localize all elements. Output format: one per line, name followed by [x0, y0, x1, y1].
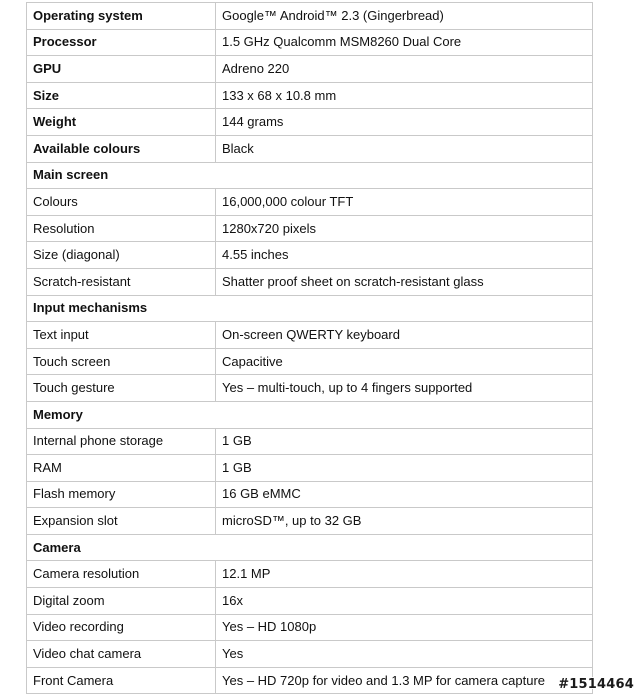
spec-row [27, 561, 593, 588]
spec-row [27, 268, 593, 295]
spec-value: 12.1 MP [216, 561, 593, 588]
spec-label: Touch screen [27, 348, 216, 375]
spec-label: Processor [27, 29, 216, 56]
section-title: Main screen [27, 162, 593, 189]
spec-value: Adreno 220 [216, 56, 593, 83]
spec-row [27, 135, 593, 162]
spec-value: 1.5 GHz Qualcomm MSM8260 Dual Core [216, 29, 593, 56]
spec-label: Internal phone storage [27, 428, 216, 455]
spec-value: 1 GB [216, 455, 593, 482]
section-title: Camera [27, 534, 593, 561]
section-title: Memory [27, 401, 593, 428]
spec-row [27, 455, 593, 482]
spec-row [27, 588, 593, 615]
section-header-row [27, 401, 593, 428]
spec-row [27, 322, 593, 349]
spec-row [27, 109, 593, 136]
spec-row [27, 242, 593, 269]
spec-value: Yes – HD 720p for video and 1.3 MP for camera capture [216, 667, 593, 694]
spec-value: 16 GB eMMC [216, 481, 593, 508]
spec-label: RAM [27, 455, 216, 482]
spec-value: On-screen QWERTY keyboard [216, 322, 593, 349]
spec-label: Size (diagonal) [27, 242, 216, 269]
spec-label: Scratch-resistant [27, 268, 216, 295]
spec-row [27, 56, 593, 83]
spec-row [27, 375, 593, 402]
section-title: Input mechanisms [27, 295, 593, 322]
spec-label: Flash memory [27, 481, 216, 508]
spec-label: Colours [27, 189, 216, 216]
spec-row [27, 614, 593, 641]
section-header-row [27, 162, 593, 189]
spec-row [27, 428, 593, 455]
spec-value: Capacitive [216, 348, 593, 375]
spec-value: Yes – HD 1080p [216, 614, 593, 641]
spec-value: Google™ Android™ 2.3 (Gingerbread) [216, 3, 593, 30]
watermark-id: #1514464 [558, 677, 634, 692]
spec-row [27, 29, 593, 56]
spec-value: Black [216, 135, 593, 162]
spec-label: Expansion slot [27, 508, 216, 535]
spec-label: Video recording [27, 614, 216, 641]
spec-label: Camera resolution [27, 561, 216, 588]
spec-row [27, 481, 593, 508]
spec-value: 4.55 inches [216, 242, 593, 269]
spec-label: Resolution [27, 215, 216, 242]
spec-row [27, 667, 593, 694]
spec-label: Size [27, 82, 216, 109]
spec-value: Yes – multi-touch, up to 4 fingers supported [216, 375, 593, 402]
spec-value: 1 GB [216, 428, 593, 455]
spec-value: 16,000,000 colour TFT [216, 189, 593, 216]
spec-label: Touch gesture [27, 375, 216, 402]
spec-label: Operating system [27, 3, 216, 30]
specifications-table [26, 2, 593, 694]
spec-row [27, 3, 593, 30]
spec-value: 133 x 68 x 10.8 mm [216, 82, 593, 109]
spec-row [27, 82, 593, 109]
spec-label: Weight [27, 109, 216, 136]
spec-label: Front Camera [27, 667, 216, 694]
spec-label: Video chat camera [27, 641, 216, 668]
spec-label: GPU [27, 56, 216, 83]
spec-value: 144 grams [216, 109, 593, 136]
spec-label: Digital zoom [27, 588, 216, 615]
spec-row [27, 508, 593, 535]
spec-row [27, 189, 593, 216]
spec-label: Text input [27, 322, 216, 349]
spec-value: Yes [216, 641, 593, 668]
section-header-row [27, 295, 593, 322]
spec-value: 16x [216, 588, 593, 615]
spec-row [27, 348, 593, 375]
spec-label: Available colours [27, 135, 216, 162]
spec-row [27, 215, 593, 242]
spec-value: Shatter proof sheet on scratch-resistant glass [216, 268, 593, 295]
section-header-row [27, 534, 593, 561]
spec-row [27, 641, 593, 668]
specifications-table-body [27, 3, 593, 694]
spec-value: 1280x720 pixels [216, 215, 593, 242]
spec-value: microSD™, up to 32 GB [216, 508, 593, 535]
